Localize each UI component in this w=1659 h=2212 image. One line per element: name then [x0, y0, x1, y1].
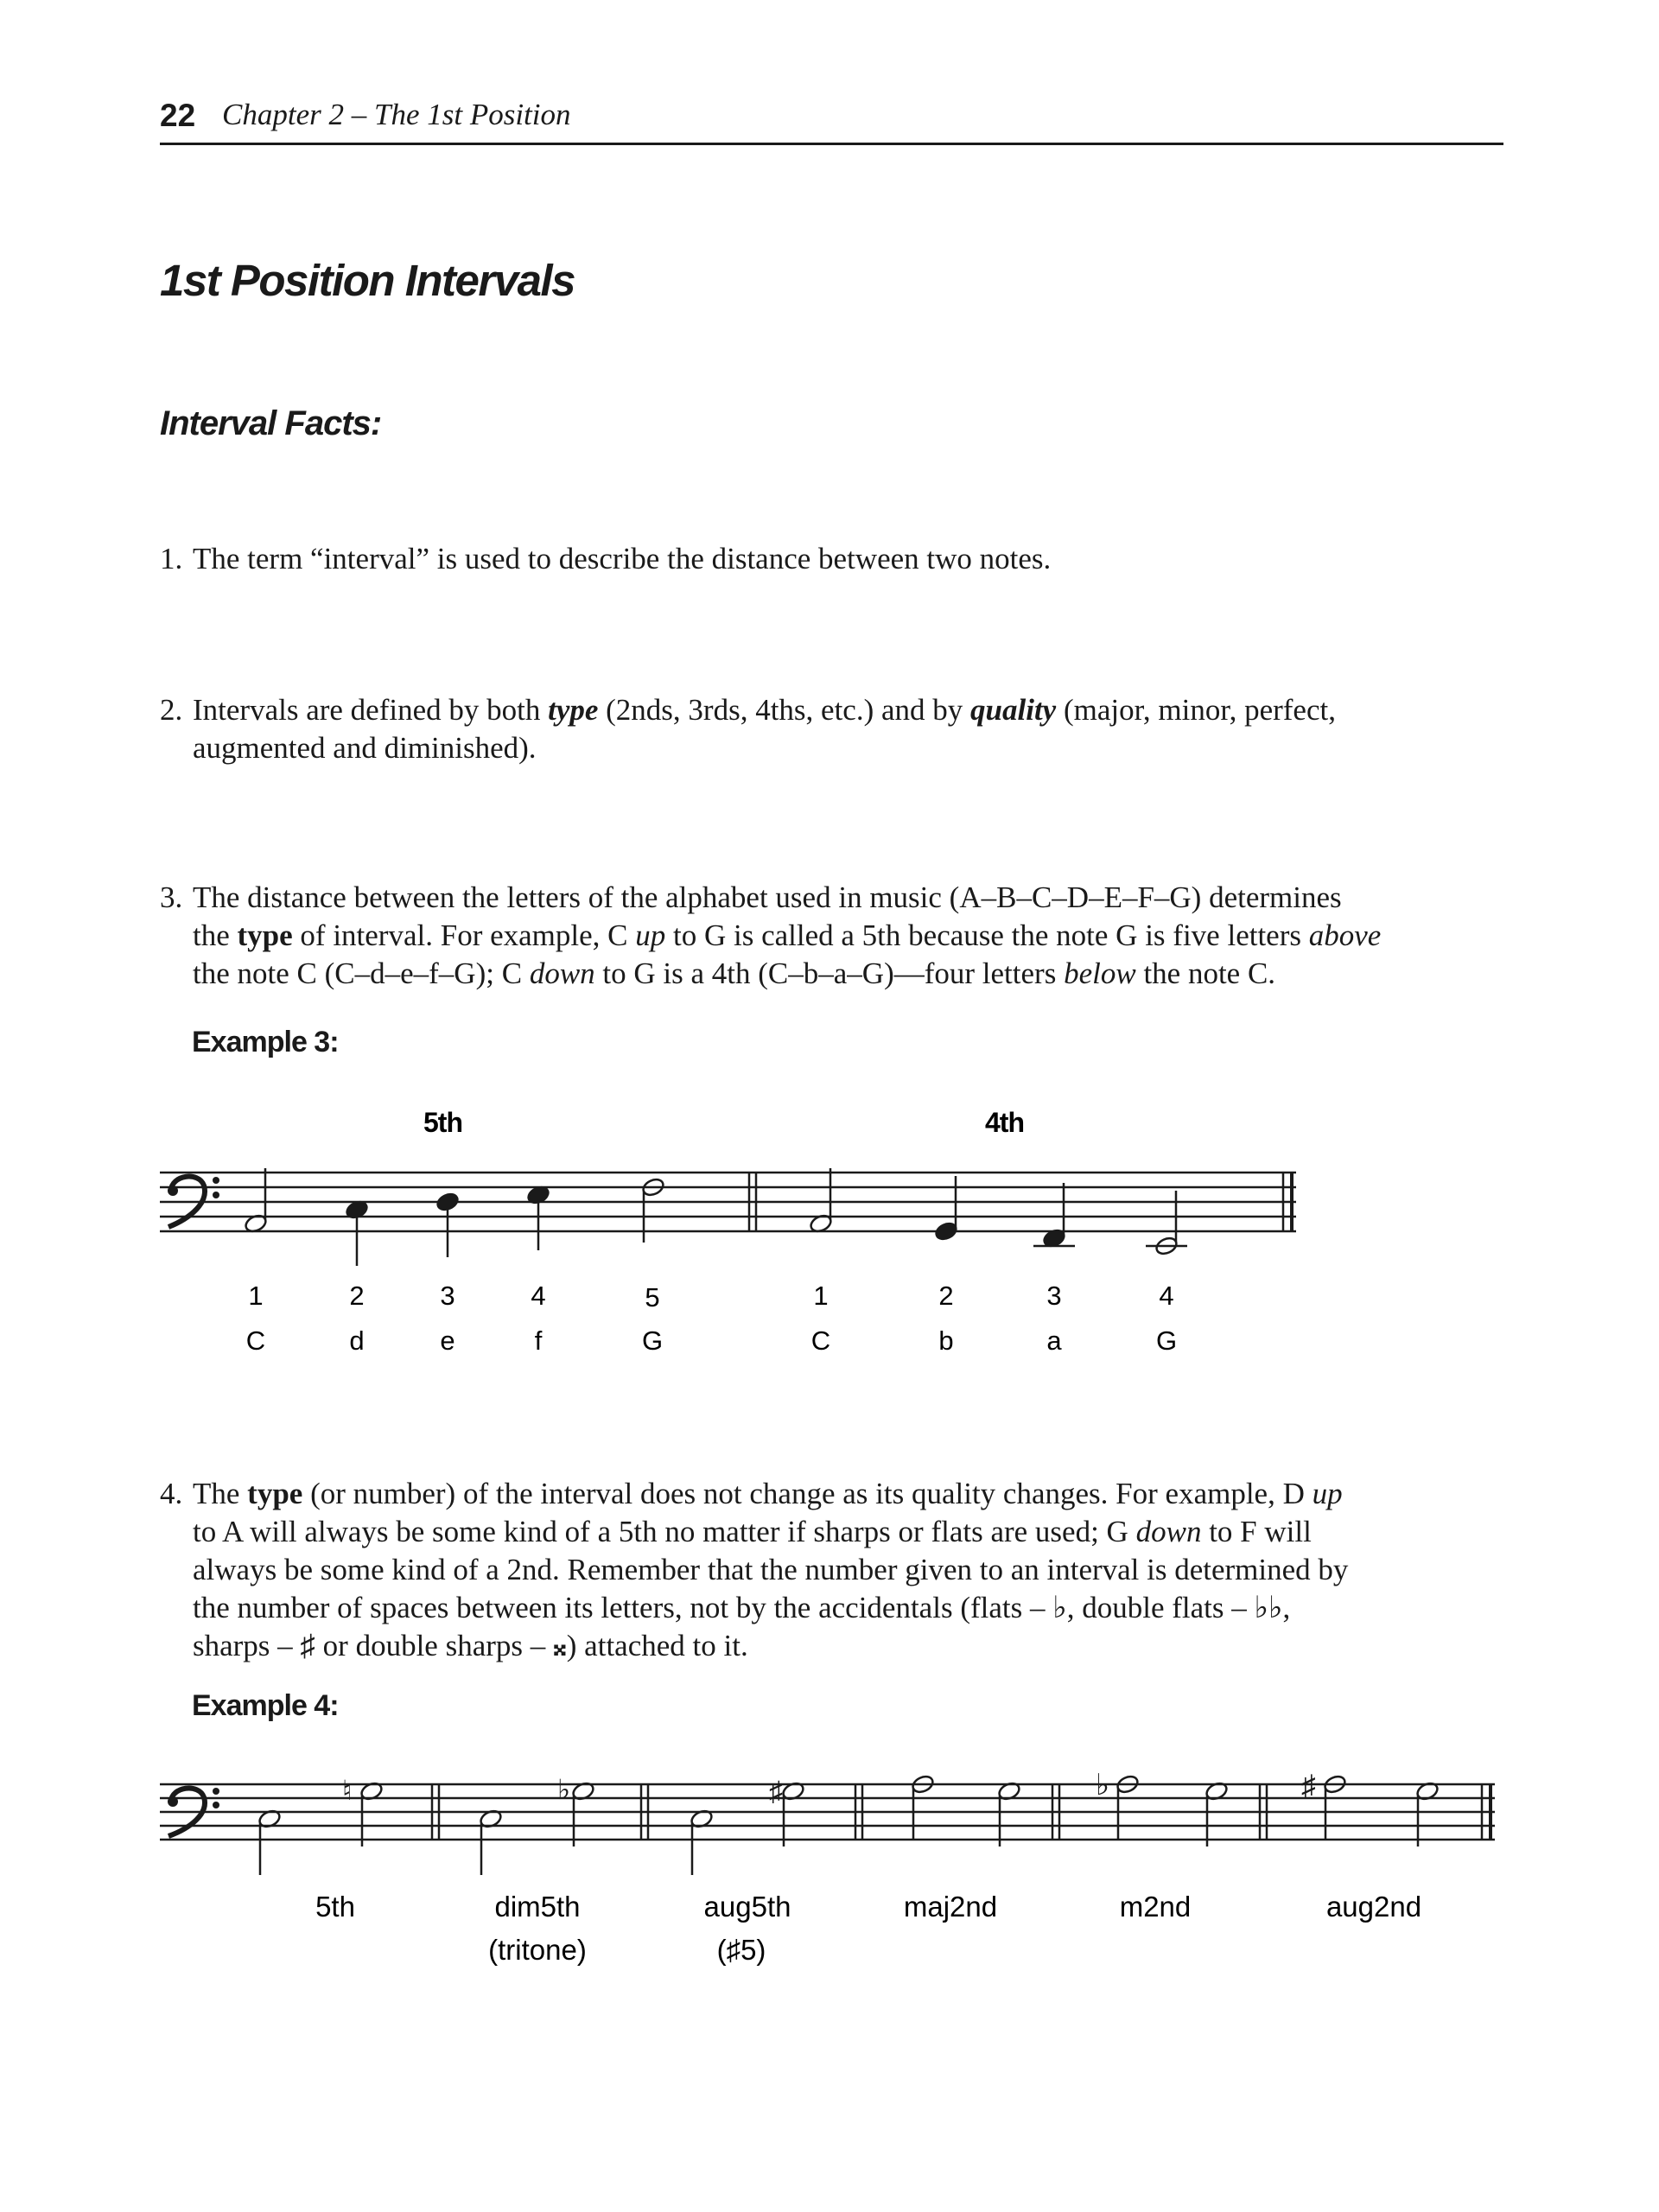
- interval-sublabel: (♯5): [716, 1934, 766, 1966]
- scale-degree: 2: [349, 1281, 365, 1311]
- section-title: 1st Position Intervals: [160, 256, 575, 305]
- fact-line: the type of interval. For example, C up to G is called a 5th because the note G is five letters above: [193, 918, 1382, 952]
- fact-number: 1.: [160, 542, 183, 575]
- note-name: d: [349, 1325, 365, 1356]
- fact-line: always be some kind of a 2nd. Remember that the number given to an interval is determined by: [193, 1553, 1349, 1586]
- scale-degree: 1: [248, 1281, 264, 1311]
- flat-icon: ♭: [557, 1774, 571, 1805]
- fact-line: Intervals are defined by both type (2nds, 3rds, 4ths, etc.) and by quality (major, minor, perfect,: [193, 693, 1336, 727]
- fact-3: [160, 879, 1508, 993]
- chapter-title: Chapter 2 – The 1st Position: [222, 98, 571, 131]
- note-name: e: [440, 1325, 455, 1356]
- interval-name: maj2nd: [903, 1891, 998, 1923]
- natural-icon: ♮: [342, 1775, 353, 1806]
- fact-number: 4.: [160, 1477, 183, 1510]
- sharp-icon: ♯: [1301, 1770, 1316, 1802]
- example-3-label: Example 3:: [192, 1026, 339, 1058]
- scale-degree: 4: [1159, 1281, 1174, 1311]
- subsection-title: Interval Facts:: [160, 404, 382, 442]
- sharp-icon: ♯: [769, 1776, 783, 1807]
- note-name: C: [245, 1325, 266, 1356]
- note-name: f: [534, 1325, 543, 1356]
- flat-icon: ♭: [1096, 1769, 1110, 1802]
- page-number: 22: [160, 98, 196, 133]
- example-4-staff: [0, 1745, 1659, 1979]
- scale-degree: 3: [1046, 1281, 1062, 1311]
- scale-degree: 4: [531, 1281, 546, 1311]
- fact-line: the number of spaces between its letters, not by the accidentals (flats – ♭, double flats – ♭♭,: [193, 1591, 1291, 1624]
- fact-2: [160, 691, 1508, 767]
- fact-line: The distance between the letters of the alphabet used in music (A–B–C–D–E–F–G) determines: [193, 880, 1342, 914]
- fact-4: [160, 1475, 1508, 1665]
- note-name: C: [810, 1325, 831, 1356]
- fact-number: 3.: [160, 880, 183, 914]
- interval-label-5th: 5th: [423, 1107, 462, 1138]
- note-name: a: [1046, 1325, 1062, 1356]
- fact-line: to A will always be some kind of a 5th no matter if sharps or flats are used; G down to F will: [193, 1515, 1312, 1548]
- interval-sublabel: (tritone): [488, 1934, 587, 1966]
- note-name: b: [938, 1325, 954, 1356]
- header-rule: [160, 143, 1503, 145]
- interval-name: dim5th: [494, 1891, 581, 1923]
- scale-degree: 3: [440, 1281, 455, 1311]
- example-3-staff: [0, 1089, 1659, 1382]
- fact-1: [160, 540, 1508, 578]
- interval-name: m2nd: [1119, 1891, 1192, 1923]
- example-4-label: Example 4:: [192, 1689, 339, 1722]
- interval-name: 5th: [315, 1891, 355, 1923]
- page-header: [160, 91, 1503, 151]
- scale-degree: 2: [938, 1281, 954, 1311]
- note-name: G: [1155, 1325, 1178, 1356]
- fact-line: The type (or number) of the interval does not change as its quality changes. For example, D up: [193, 1477, 1343, 1510]
- interval-label-4th: 4th: [985, 1107, 1024, 1138]
- scale-degree: 5: [645, 1282, 660, 1313]
- fact-line: the note C (C–d–e–f–G); C down to G is a 4th (C–b–a–G)—four letters below the note C.: [193, 957, 1276, 990]
- interval-name: aug5th: [703, 1891, 791, 1923]
- fact-line: augmented and diminished).: [193, 731, 537, 765]
- scale-degree: 1: [813, 1281, 829, 1311]
- interval-name: aug2nd: [1325, 1891, 1422, 1923]
- note-name: G: [641, 1325, 664, 1356]
- fact-line: The term “interval” is used to describe the distance between two notes.: [193, 542, 1052, 575]
- fact-number: 2.: [160, 693, 183, 727]
- fact-line: sharps – ♯ or double sharps – 𝄪) attached to it.: [193, 1629, 748, 1662]
